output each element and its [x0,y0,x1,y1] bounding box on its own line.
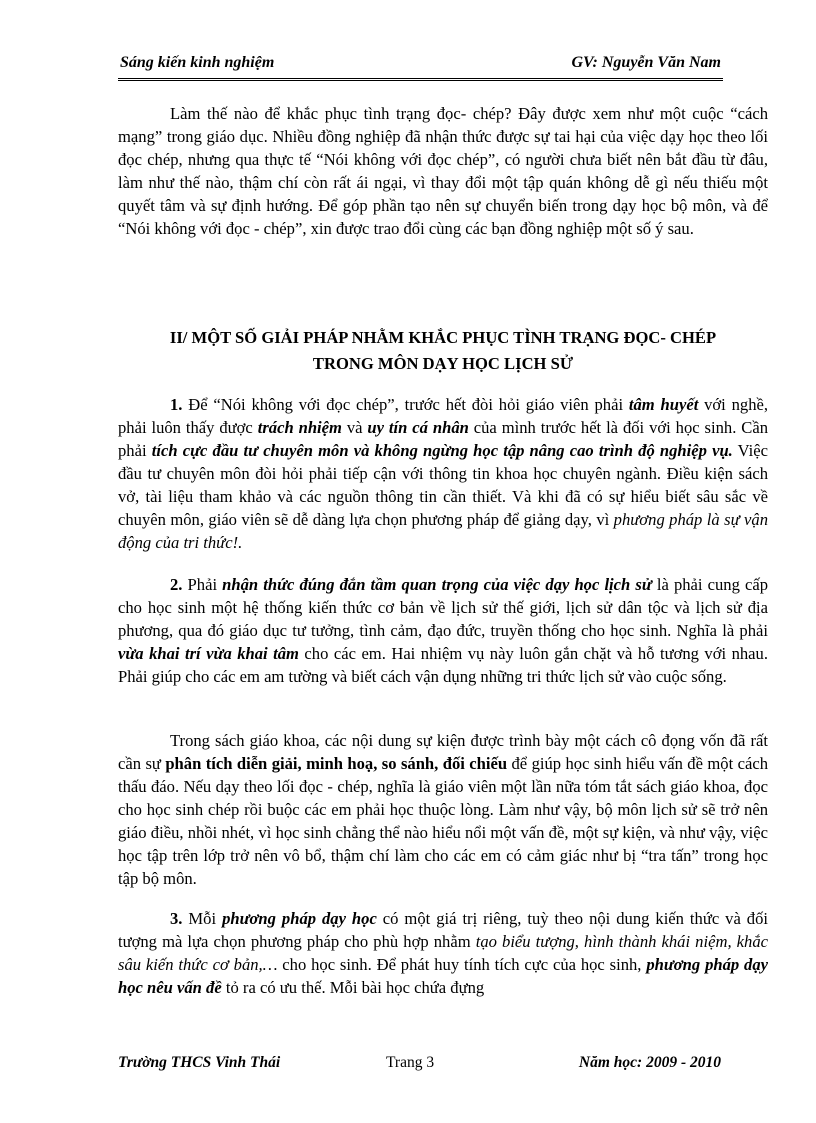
intro-text: Làm thế nào để khắc phục tình trạng đọc- chép? Đây được xem như một cuộc “cách mạng” trong giáo dục. Nhiều đồng nghiệp đã nhận thức được sự tai hại của việc dạy học theo lối đọc chép, nhưng qua thực tế “Nói không với đọc chép”, có người chưa biết nên bắt đầu từ đâu, làm như thế nào, thậm chí còn rất ái ngại, vì thay đổi một tập quán không dễ gì nếu thiếu một quyết tâm và sự định hướng. Để góp phần tạo nên sự chuyển biến trong dạy học bộ môn, và để “Nói không với đọc - chép”, xin được trao đổi cùng các bạn đồng nghiệp một số ý sau. [118,104,768,238]
section-heading-line2: TRONG MÔN DẠY HỌC LỊCH SỬ [312,354,574,373]
page-header [118,50,723,81]
emphasis: phương pháp dạy học nêu vấn đề [118,955,768,997]
paragraph-4-number: 3. [170,909,183,928]
paragraph-1: 1. Để “Nói không với đọc chép”, trước hết đòi hỏi giáo viên phải tâm huyết với nghề, phải luôn thấy được trách nhiệm và uy tín cá nhân của mình trước hết là đối với học sinh. Cần phải tích cực đầu tư chuyên môn và không ngừng học tập nâng cao trình độ nghiệp vụ. Việc đầu tư chuyên môn đòi hỏi phải tiếp cận với thông tin khoa học chuyên ngành. Điều kiện sách vở, tài liệu tham khảo và các nguồn thông tin cần thiết. Và khi đã có sự hiểu biết sâu sắc về chuyên môn, giáo viên sẽ dễ dàng lựa chọn phương pháp để giảng dạy, vì phương pháp là sự vận động của tri thức!. [118,395,769,552]
italic-phrase: phương pháp là sự vận động của tri thức!. [118,510,768,552]
emphasis: tâm huyết [628,395,699,414]
emphasis: vừa khai trí vừa khai tâm [118,644,299,663]
emphasis: tích cực đầu tư chuyên môn và không ngừng học tập nâng cao trình độ nghiệp vụ. [151,441,733,460]
emphasis: nhận thức đúng đắn tầm quan trọng của việc dạy học lịch sử [222,575,652,594]
paragraph-4: 3. Mỗi phương pháp dạy học có một giá trị riêng, tuỳ theo nội dung kiến thức và đối tượng mà lựa chọn phương pháp cho phù hợp nhằm tạo biểu tượng, hình thành khái niệm, khắc sâu kiến thức cơ bản,… cho học sinh. Để phát huy tính tích cực của học sinh, phương pháp dạy học nêu vấn đề tỏ ra có ưu thế. Mỗi bài học chứa đựng [118,909,769,997]
emphasis: uy tín cá nhân [367,418,469,437]
page-footer [118,1048,723,1072]
intro-paragraph [118,102,768,240]
footer-page-number: Trang 3 [386,1054,435,1071]
section-heading [118,325,768,377]
footer-school-year: Năm học: 2009 - 2010 [578,1054,721,1071]
header-author: GV: Nguyễn Văn Nam [571,54,721,71]
emphasis: trách nhiệm [257,418,342,437]
paragraph-1-number: 1. [170,395,183,414]
header-title: Sáng kiến kinh nghiệm [120,54,275,71]
paragraph-2: 2. Phải nhận thức đúng đắn tầm quan trọng của việc dạy học lịch sử là phải cung cấp cho học sinh một hệ thống kiến thức cơ bản về lịch sử thế giới, lịch sử dân tộc và lịch sử địa phương, qua đó giáo dục tư tưởng, tình cảm, đạo đức, truyền thống cho học sinh. Nghĩa là phải vừa khai trí vừa khai tâm cho các em. Hai nhiệm vụ này luôn gắn chặt và hỗ tương với nhau. Phải giúp cho các em am tường và biết cách vận dụng những tri thức lịch sử vào cuộc sống. [118,575,768,686]
section-heading-line1: II/ MỘT SỐ GIẢI PHÁP NHẰM KHẮC PHỤC TÌNH TRẠNG ĐỌC- CHÉP [169,328,717,347]
emphasis: phương pháp dạy học [222,909,377,928]
bold-phrase: phân tích diễn giải, minh hoạ, so sánh, đối chiếu [165,754,508,773]
paragraph-3: Trong sách giáo khoa, các nội dung sự kiện được trình bày một cách cô đọng vốn đã rất cần sự phân tích diễn giải, minh hoạ, so sánh, đối chiếu để giúp học sinh hiểu vấn đề một cách thấu đáo. Nếu dạy theo lối đọc - chép, nghĩa là giáo viên một lần nữa tóm tắt sách giáo khoa, đọc cho học sinh chép rồi buộc các em phải học thuộc lòng. Làm như vậy, bộ môn lịch sử sẽ trở nên giáo điều, nhồi nhét, vì học sinh chẳng thể nào hiểu nổi một vấn đề, một sự kiện, và như vậy, việc học tập trên lớp trở nên vô bổ, thậm chí làm cho các em có cảm giác như bị “tra tấn” trong học tập bộ môn. [118,731,768,888]
italic-phrase: tạo biểu tượng, hình thành khái niệm, khắc sâu kiến thức cơ bản,… [118,932,769,974]
paragraph-2-number: 2. [170,575,183,594]
footer-school: Trường THCS Vinh Thái [118,1054,281,1071]
